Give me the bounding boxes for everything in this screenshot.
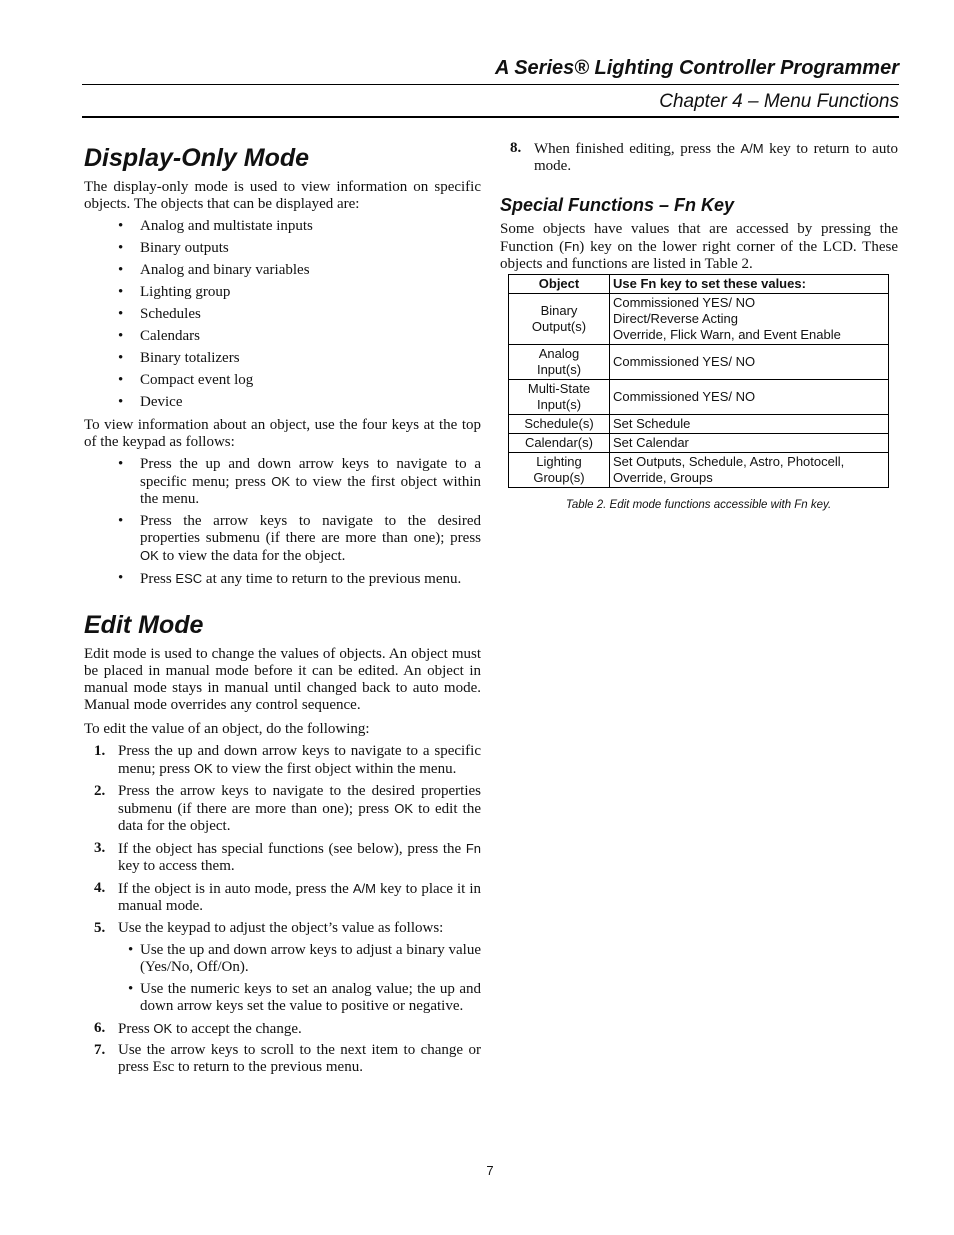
adjust-substeps — [84, 942, 481, 1015]
key-label: Fn — [465, 841, 481, 856]
values-cell: Set Schedule — [610, 415, 889, 434]
display-object-list — [84, 218, 481, 411]
chapter-title: Chapter 4 – Menu Functions — [659, 91, 899, 112]
key-label: A/M — [740, 141, 764, 156]
list-item: 6. Press OK to accept the change. — [94, 1020, 302, 1037]
list-item: • Binary outputs — [84, 240, 481, 257]
header-rule-top — [82, 84, 899, 85]
list-item: 5. Use the keypad to adjust the object’s value as follows: • Use the up and down arrow keys to adjust a binary value (Yes/No, Off/On). • Use the numeric keys to set an analog value; the up and down arrow keys set the value to positive or negative. — [84, 920, 481, 1015]
page-number: 7 — [486, 1163, 494, 1178]
list-item: • Lighting group — [84, 284, 481, 301]
table-row — [509, 415, 889, 434]
list-item: 8. When finished editing, press the A/M key to return to auto mode. — [510, 140, 898, 174]
key-label: OK — [140, 548, 159, 563]
list-item: • Press ESC at any time to return to the previous menu. — [84, 570, 481, 588]
list-item: • Analog and binary variables — [84, 262, 481, 279]
object-cell: Calendar(s) — [509, 434, 610, 453]
table-header-row — [509, 275, 889, 294]
edit-steps — [84, 743, 481, 1076]
view-intro: To view information about an object, use the four keys at the top of the keypad as follows: — [84, 417, 481, 450]
table-row — [509, 380, 889, 415]
list-item: 1. Press the up and down arrow keys to navigate to a specific menu; press OK to view the first object within the menu. — [94, 743, 481, 777]
list-item: • Press the up and down arrow keys to navigate to a specific menu; press OK to view the first object within the menu. — [84, 456, 481, 508]
list-item: • Schedules — [84, 306, 481, 323]
values-cell: Commissioned YES/ NO Direct/Reverse Acting Override, Flick Warn, and Event Enable — [610, 294, 889, 345]
edit-steps-continued — [500, 140, 898, 175]
object-cell: Binary Output(s) — [509, 294, 610, 345]
key-label: A/M — [352, 881, 376, 896]
list-item: • Compact event log — [84, 372, 481, 389]
display-only-heading: Display-Only Mode — [84, 144, 310, 172]
header-rule-bottom — [82, 116, 899, 118]
list-item: • Calendars — [84, 328, 481, 345]
key-label: OK — [153, 1021, 173, 1036]
left-column — [84, 140, 481, 1076]
values-cell: Commissioned YES/ NO — [610, 345, 889, 380]
list-item: 2. Press the arrow keys to navigate to the desired properties submenu (if there are more than one); press OK to edit the data for the object. — [94, 783, 481, 834]
key-label: ESC — [175, 571, 203, 586]
table-row — [509, 294, 889, 345]
list-item: • Use the numeric keys to set an analog value; the up and down arrow keys set the value to positive or negative. — [84, 981, 481, 1015]
object-cell: Multi-State Input(s) — [509, 380, 610, 415]
list-item: • Use the up and down arrow keys to adjust a binary value (Yes/No, Off/On). — [84, 942, 481, 976]
table-row — [509, 434, 889, 453]
view-steps — [84, 456, 481, 588]
key-label: OK — [271, 474, 291, 489]
list-item: 3. If the object has special functions (see below), press the Fn key to access them. — [94, 840, 481, 874]
table-caption: Table 2. Edit mode functions accessible with Fn key. — [565, 499, 832, 511]
values-cell: Set Outputs, Schedule, Astro, Photocell, Override, Groups — [610, 453, 889, 488]
edit-mode-heading: Edit Mode — [84, 611, 204, 639]
key-label: OK — [394, 801, 414, 816]
fn-key-table — [508, 274, 889, 488]
key-label: Fn — [564, 239, 580, 254]
object-cell: Schedule(s) — [509, 415, 610, 434]
special-functions-heading: Special Functions – Fn Key — [500, 195, 735, 215]
edit-intro: To edit the value of an object, do the following: — [84, 721, 370, 737]
list-item: 7. Use the arrow keys to scroll to the next item to change or press Esc to return to the previous menu. — [94, 1042, 481, 1075]
document-title: A Series® Lighting Controller Programmer — [494, 57, 899, 79]
key-label: OK — [193, 761, 213, 776]
list-item: • Press the arrow keys to navigate to the desired properties submenu (if there are more than one); press OK to view the data for the object. — [84, 513, 481, 565]
column-header: Use Fn key to set these values: — [610, 275, 889, 294]
list-item: 4. If the object is in auto mode, press the A/M key to place it in manual mode. — [94, 880, 481, 914]
edit-mode-intro: Edit mode is used to change the values of objects. An object must be placed in manual mode before it can be edited. An object in manual mode stays in manual until changed back to auto mode. Manual mode overrides any control sequence. — [84, 646, 481, 713]
column-header: Object — [509, 275, 610, 294]
object-cell: Analog Input(s) — [509, 345, 610, 380]
values-cell: Set Calendar — [610, 434, 889, 453]
list-item: • Analog and multistate inputs — [84, 218, 481, 235]
values-cell: Commissioned YES/ NO — [610, 380, 889, 415]
list-item: • Device — [84, 394, 481, 411]
right-column — [500, 140, 898, 514]
list-item: • Binary totalizers — [84, 350, 481, 367]
special-functions-intro: Some objects have values that are accessed by pressing the Function (Fn) key on the lower right corner of the LCD. These objects and functions are listed in Table 2. — [500, 221, 898, 272]
display-only-intro: The display-only mode is used to view information on specific objects. The objects that can be displayed are: — [84, 179, 481, 212]
object-cell: Lighting Group(s) — [509, 453, 610, 488]
table-row — [509, 345, 889, 380]
table-row — [509, 453, 889, 488]
